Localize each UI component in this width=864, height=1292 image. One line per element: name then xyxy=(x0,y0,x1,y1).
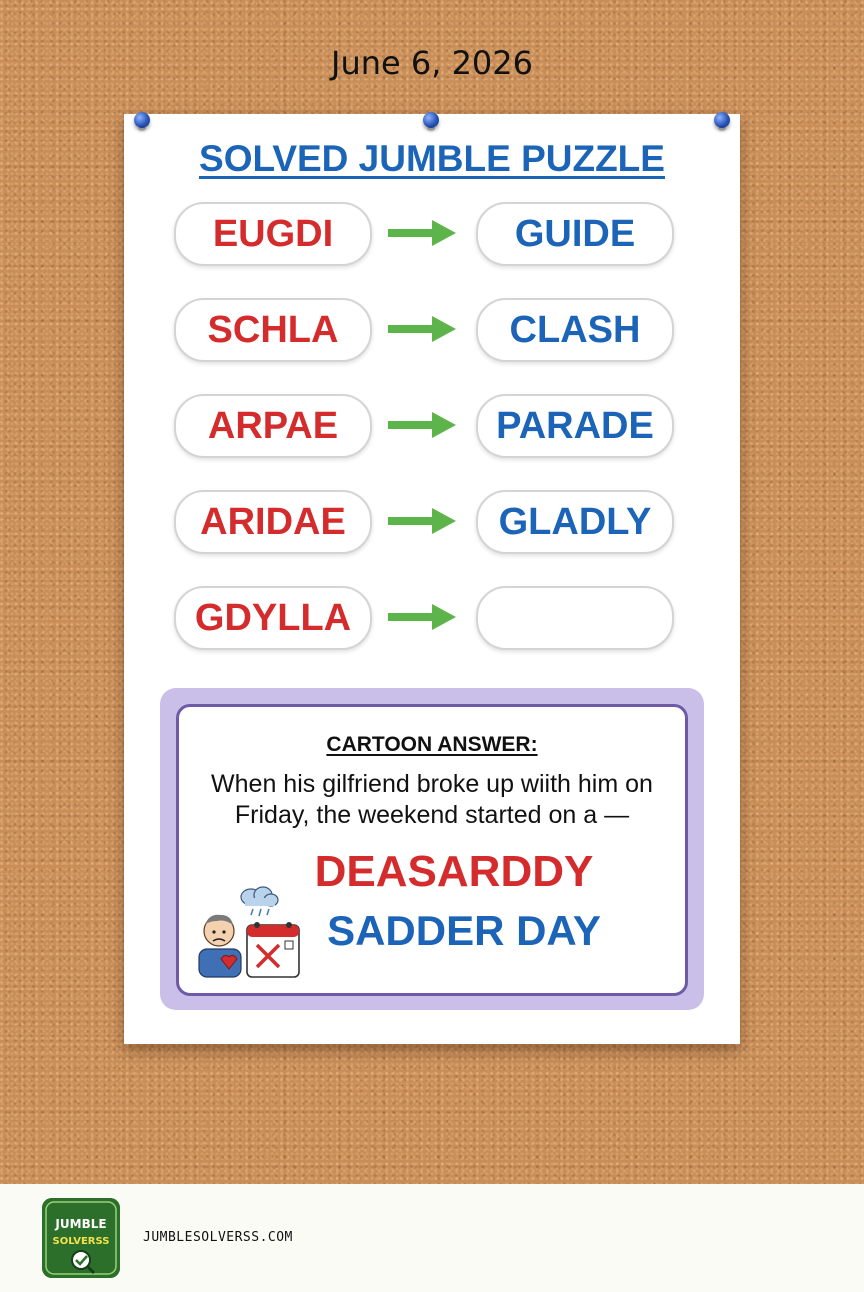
arrow-right-icon xyxy=(388,506,458,536)
jumbled-word: GDYLLA xyxy=(174,586,372,650)
arrow-right-icon xyxy=(388,218,458,248)
solved-word: GLADLY xyxy=(476,490,674,554)
push-pin-icon xyxy=(714,112,730,128)
word-row xyxy=(174,394,674,458)
sad-man-icon xyxy=(199,915,241,977)
site-footer xyxy=(0,1184,864,1292)
calendar-icon xyxy=(247,922,299,977)
solved-word xyxy=(476,586,674,650)
cartoon-clue xyxy=(199,769,665,831)
puzzle-sheet xyxy=(124,114,740,1044)
solved-word: GUIDE xyxy=(476,202,674,266)
push-pin-icon xyxy=(423,112,439,128)
word-row xyxy=(174,586,674,650)
logo-text-top: JUMBLE xyxy=(55,1217,107,1231)
cartoon-solved-answer: SADDER DAY xyxy=(327,907,601,954)
rain-cloud-icon xyxy=(241,887,278,916)
cartoon-answer-label: CARTOON ANSWER: xyxy=(326,733,538,756)
clue-line: When his gilfriend broke up wiith him on xyxy=(211,770,653,798)
puzzle-date: June 6, 2026 xyxy=(331,44,533,82)
logo-icon xyxy=(42,1198,120,1278)
jumble-solverss-logo[interactable] xyxy=(42,1198,120,1278)
logo-text-bottom: SOLVERSS xyxy=(52,1236,110,1247)
puzzle-title: SOLVED JUMBLE PUZZLE xyxy=(199,138,665,179)
word-row xyxy=(174,490,674,554)
push-pin-icon xyxy=(134,112,150,128)
cartoon-jumbled-answer: DEASARDDY xyxy=(314,847,594,896)
clue-line: Friday, the weekend started on a — xyxy=(234,801,630,829)
cartoon-answer-card xyxy=(176,704,688,996)
arrow-right-icon xyxy=(388,314,458,344)
sad-man-calendar-icon xyxy=(195,885,307,981)
word-row xyxy=(174,298,674,362)
site-url-link[interactable]: JUMBLESOLVERSS.COM xyxy=(143,1230,293,1245)
jumbled-word: SCHLA xyxy=(174,298,372,362)
jumbled-word: ARPAE xyxy=(174,394,372,458)
cartoon-answer-panel xyxy=(160,688,704,1010)
jumbled-word: EUGDI xyxy=(174,202,372,266)
jumbled-word: ARIDAE xyxy=(174,490,372,554)
word-row xyxy=(174,202,674,266)
solved-word: PARADE xyxy=(476,394,674,458)
arrow-right-icon xyxy=(388,602,458,632)
arrow-right-icon xyxy=(388,410,458,440)
solved-word: CLASH xyxy=(476,298,674,362)
